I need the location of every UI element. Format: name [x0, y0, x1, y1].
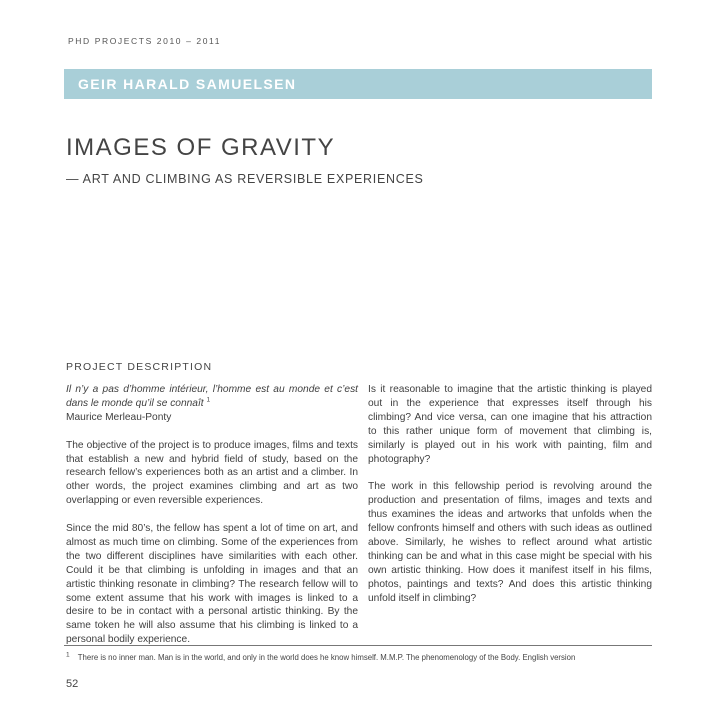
paragraph: The work in this fellowship period is revolving around the production and presentation of films, images and texts and thus examines the ideas and artworks that unfolds when the fellow confronts himself and others with such ideas as outlined above. Similarly, he wishes to reflect around what artistic thinking can be and what in this case might be special with his own artistic thinking. How does it manifest itself in his films, photos, paintings and texts? And does this artistic thinking unfold itself in climbing? — [368, 481, 652, 604]
paragraph: Since the mid 80’s, the fellow has spent a lot of time on art, and almost as much time on climbing. Some of the experiences from the two different disciplines have similarities with each other. Could it be that climbing is unfolding in images and that an artistic thinking resonate in climbing? The research fellow will to some extent assume that his work with images is linked to a desire to be in contact with a personal artistic thinking. By the same token he will also assume that his climbing is linked to a personal bodily experience. — [66, 523, 358, 646]
page-number: 52 — [66, 678, 79, 690]
epigraph-author: Maurice Merleau-Ponty — [66, 411, 172, 423]
footnote-number: 1 — [66, 651, 70, 659]
footnote-text: There is no inner man. Man is in the world, and only in the world does he know himself. M.M.P. The phenomenology of the Body. English version — [77, 653, 576, 662]
page-subtitle: — ART AND CLIMBING AS REVERSIBLE EXPERIENCES — [66, 172, 424, 186]
footnote-divider — [64, 645, 652, 646]
left-column — [66, 383, 358, 661]
paragraph: The objective of the project is to produce images, films and texts that establish a new and hybrid field of study, based on the research fellow’s experiences both as an artist and a climber. In other words, the project examines climbing and art as two overlapping or even reversible experiences. — [66, 439, 358, 507]
author-name: GEIR HARALD SAMUELSEN — [78, 76, 297, 92]
epigraph-quote: Il n’y a pas d’homme intérieur, l’homme est au monde et c’est dans le monde qu’il se connaît — [66, 384, 358, 409]
page-title: IMAGES OF GRAVITY — [66, 134, 336, 161]
author-band — [64, 69, 652, 99]
epigraph-block — [66, 383, 358, 411]
paragraph: Is it reasonable to imagine that the artistic thinking is played out in the experience that expresses itself through his climbing? And vice versa, can one imagine that his attraction to this rather unique form of movement that climbing is, similarly is played out in his work with painting, film and photography? — [368, 384, 652, 465]
footnote — [66, 653, 656, 662]
section-heading: PROJECT DESCRIPTION — [66, 361, 213, 373]
right-column — [368, 383, 652, 619]
footnote-ref: 1 — [206, 396, 211, 404]
series-header: PHD PROJECTS 2010 – 2011 — [68, 36, 222, 46]
